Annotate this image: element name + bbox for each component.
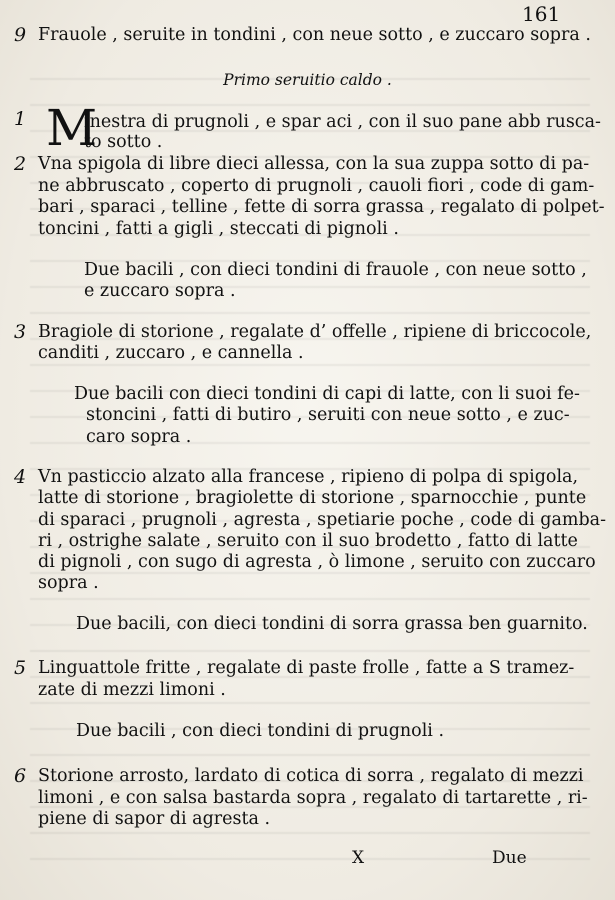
side-dish-line: Due bacili , con dieci tondini di prugnoli .	[76, 721, 445, 741]
signature-mark: X	[352, 848, 365, 868]
side-dish-line: stoncini , fatti di butiro , seruiti con neue sotto , e zuc-	[86, 405, 570, 425]
menu-line: Linguattole fritte , regalate di paste frolle , fatte a S tramez-	[38, 658, 575, 678]
side-dish-line: Due bacili, con dieci tondini di sorra grassa ben guarnito.	[76, 614, 588, 634]
item-number-6: 6	[14, 765, 27, 787]
item-number-2: 2	[14, 153, 27, 175]
side-dish-line: caro sopra .	[86, 427, 192, 447]
menu-line: Vn pasticcio alzato alla francese , ripieno di polpa di spigola,	[38, 467, 579, 487]
menu-line: ri , ostrighe salate , seruito con il suo brodetto , fatto di latte	[38, 531, 578, 551]
page-number: 161	[522, 2, 561, 26]
side-dish-line: Due bacili con dieci tondini di capi di latte, con li suoi fe-	[74, 384, 580, 404]
item-number-4: 4	[14, 466, 27, 488]
menu-line: to sotto .	[84, 132, 163, 152]
menu-line: di sparaci , prugnoli , agresta , spetiarie poche , code di gamba-	[38, 510, 607, 530]
side-dish-line: e zuccaro sopra .	[84, 281, 236, 301]
item-number-3: 3	[14, 321, 27, 343]
menu-line: toncini , fatti a gigli , steccati di pignoli .	[38, 219, 399, 239]
menu-line: canditi , zuccaro , e cannella .	[38, 343, 304, 363]
item-number-9: 9	[14, 24, 27, 46]
menu-line: di pignoli , con sugo di agresta , ò limone , seruito con zuccaro	[38, 552, 596, 572]
menu-line: bari , sparaci , telline , fette di sorra grassa , regalato di polpet-	[38, 197, 605, 217]
item-number-5: 5	[14, 657, 27, 679]
menu-line: inestra di prugnoli , e spar aci , con il suo pane abb rusca-	[84, 112, 601, 132]
menu-line: zate di mezzi limoni .	[38, 680, 226, 700]
menu-line: limoni , e con salsa bastarda sopra , regalato di tartarette , ri-	[38, 788, 588, 808]
menu-line: piene di sapor di agresta .	[38, 809, 271, 829]
menu-line: Bragiole di storione , regalate d’ offelle , ripiene di briccocole,	[38, 322, 592, 342]
menu-line: Frauole , seruite in tondini , con neue sotto , e zuccaro sopra .	[38, 25, 591, 45]
drop-cap: M	[46, 99, 98, 157]
menu-line: sopra .	[38, 573, 99, 593]
menu-line: latte di storione , bragiolette di storione , sparnocchie , punte	[38, 488, 587, 508]
side-dish-line: Due bacili , con dieci tondini di frauole , con neue sotto ,	[84, 260, 587, 280]
menu-line: Vna spigola di libre dieci allessa, con la sua zuppa sotto di pa-	[38, 154, 590, 174]
menu-line: ne abbruscato , coperto di prugnoli , cauoli fiori , code di gam-	[38, 176, 595, 196]
catchword: Due	[492, 848, 527, 868]
menu-line: Storione arrosto, lardato di cotica di sorra , regalato di mezzi	[38, 766, 584, 786]
item-number-1: 1	[14, 108, 27, 130]
section-title: Primo seruitio caldo .	[223, 71, 392, 89]
